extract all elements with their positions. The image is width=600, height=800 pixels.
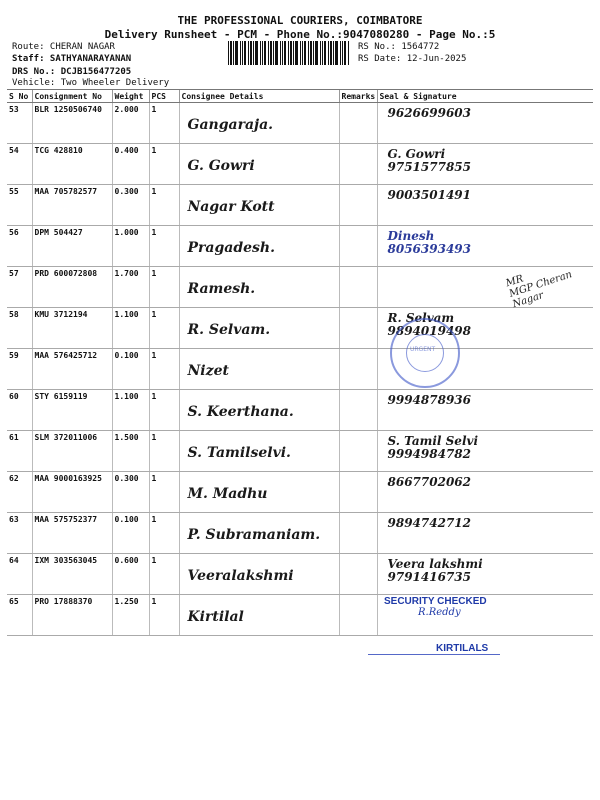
kirtilals-stamp: KIRTILALS [436, 643, 489, 654]
row-sno: 55 [7, 185, 32, 226]
handwritten-signature: R. Selvam 9894019498 [387, 311, 471, 338]
row-weight: 1.250 [112, 595, 149, 636]
row-sno: 61 [7, 431, 32, 472]
row-remarks [339, 308, 377, 349]
handwritten-signature: G. Gowri 9751577855 [387, 147, 471, 174]
barcode-bar [268, 41, 269, 65]
row-pcs: 1 [149, 185, 179, 226]
barcode-bar [235, 41, 238, 65]
row-pcs: 1 [149, 103, 179, 144]
row-consignee [179, 595, 339, 636]
row-weight: 0.600 [112, 554, 149, 595]
handwritten-consignee: Kirtilal [187, 609, 244, 625]
row-sno: 57 [7, 267, 32, 308]
handwritten-consignee: G. Gowri [187, 158, 255, 174]
row-consignment-no: PRO 17888370 [32, 595, 112, 636]
row-weight: 1.000 [112, 226, 149, 267]
row-weight: 0.300 [112, 185, 149, 226]
table-row [7, 144, 593, 185]
table-row [7, 472, 593, 513]
row-consignee [179, 472, 339, 513]
row-weight: 1.700 [112, 267, 149, 308]
row-remarks [339, 595, 377, 636]
barcode-bar [293, 41, 294, 65]
barcode-bar [284, 41, 286, 65]
handwritten-consignee: Veeralakshmi [187, 568, 294, 584]
row-signature [377, 513, 593, 554]
security-checked-stamp: SECURITY CHECKED [384, 596, 487, 607]
row-pcs: 1 [149, 554, 179, 595]
barcode-bar [273, 41, 274, 65]
row-consignment-no: MAA 576425712 [32, 349, 112, 390]
row-sno: 64 [7, 554, 32, 595]
row-pcs: 1 [149, 390, 179, 431]
table-row [7, 308, 593, 349]
row-pcs: 1 [149, 144, 179, 185]
row-signature [377, 103, 593, 144]
row-remarks [339, 390, 377, 431]
barcode-bar [313, 41, 314, 65]
handwritten-signature: 9003501491 [387, 188, 471, 202]
barcode-bar [248, 41, 249, 65]
row-pcs: 1 [149, 513, 179, 554]
col-signature-header: Seal & Signature [377, 90, 593, 103]
row-weight: 0.300 [112, 472, 149, 513]
row-consignee [179, 513, 339, 554]
row-signature [377, 390, 593, 431]
row-consignment-no: PRD 600072808 [32, 267, 112, 308]
row-pcs: 1 [149, 349, 179, 390]
rs-number: RS No.: 1564772 [358, 42, 440, 52]
handwritten-consignee: S. Tamilselvi. [187, 445, 291, 461]
row-consignee [179, 390, 339, 431]
barcode-graphic [228, 41, 352, 65]
handwritten-signature: 8667702062 [387, 475, 471, 489]
table-row [7, 513, 593, 554]
vehicle-label: Vehicle: Two Wheeler Delivery [12, 78, 170, 88]
stamp-inner-ring [406, 334, 444, 372]
row-remarks [339, 513, 377, 554]
handwritten-consignee: Pragadesh. [187, 240, 275, 256]
barcode-bar [253, 41, 254, 65]
handwritten-consignee: Ramesh. [187, 281, 256, 297]
row-sno: 54 [7, 144, 32, 185]
barcode-bar [304, 41, 306, 65]
row-consignment-no: STY 6159119 [32, 390, 112, 431]
row-consignment-no: KMU 3712194 [32, 308, 112, 349]
barcode-bar [233, 41, 234, 65]
col-consignee-header: Consignee Details [179, 90, 339, 103]
barcode-bar [244, 41, 246, 65]
row-sno: 59 [7, 349, 32, 390]
row-pcs: 1 [149, 308, 179, 349]
row-consignee [179, 267, 339, 308]
barcode-bar [333, 41, 334, 65]
barcode-bar [282, 41, 283, 65]
row-weight: 1.100 [112, 308, 149, 349]
barcode-bar [288, 41, 289, 65]
row-remarks [339, 431, 377, 472]
handwritten-signature: S. Tamil Selvi 9994984782 [387, 434, 479, 461]
barcode-bar [260, 41, 261, 65]
handwritten-signature: 9894742712 [387, 516, 471, 530]
row-weight: 1.100 [112, 390, 149, 431]
table-row [7, 349, 593, 390]
row-consignment-no: TCG 428810 [32, 144, 112, 185]
row-weight: 1.500 [112, 431, 149, 472]
row-remarks [339, 226, 377, 267]
row-sno: 56 [7, 226, 32, 267]
col-remarks-header: Remarks [339, 90, 377, 103]
table-row [7, 226, 593, 267]
row-signature [377, 472, 593, 513]
runsheet-table [7, 89, 593, 636]
stamp-text: URGENT [410, 346, 436, 353]
row-consignee [179, 349, 339, 390]
security-signature: R.Reddy [418, 607, 461, 618]
row-consignee [179, 226, 339, 267]
row-sno: 63 [7, 513, 32, 554]
row-consignment-no: IXM 303563045 [32, 554, 112, 595]
table-row [7, 595, 593, 636]
handwritten-signature: Veera lakshmi 9791416735 [387, 557, 483, 584]
barcode-bar [302, 41, 303, 65]
col-pcs-header: PCS [149, 90, 179, 103]
barcode-bar [250, 41, 252, 65]
table-row [7, 267, 593, 308]
row-consignment-no: BLR 1250506740 [32, 103, 112, 144]
row-consignment-no: SLM 372011006 [32, 431, 112, 472]
row-pcs: 1 [149, 267, 179, 308]
rs-date: RS Date: 12-Jun-2025 [358, 54, 467, 64]
handwritten-consignee: Gangaraja. [187, 117, 274, 133]
row-consignment-no: MAA 705782577 [32, 185, 112, 226]
handwritten-consignee: P. Subramaniam. [187, 527, 321, 543]
row-consignee [179, 144, 339, 185]
row-weight: 2.000 [112, 103, 149, 144]
row-weight: 0.100 [112, 513, 149, 554]
barcode-bar [348, 41, 349, 65]
handwritten-consignee: S. Keerthana. [187, 404, 294, 420]
barcode-bar [242, 41, 243, 65]
row-consignment-no: MAA 575752377 [32, 513, 112, 554]
row-weight: 0.400 [112, 144, 149, 185]
table-row [7, 390, 593, 431]
row-consignee [179, 185, 339, 226]
barcode-bar [240, 41, 241, 65]
handwritten-signature: Dinesh 8056393493 [387, 229, 471, 256]
barcode-bar [335, 41, 338, 65]
table-row [7, 185, 593, 226]
row-pcs: 1 [149, 226, 179, 267]
row-sno: 58 [7, 308, 32, 349]
row-weight: 0.100 [112, 349, 149, 390]
barcode-bar [328, 41, 329, 65]
row-remarks [339, 349, 377, 390]
row-sno: 65 [7, 595, 32, 636]
row-remarks [339, 103, 377, 144]
drs-label: DRS No.: DCJB156477205 [12, 67, 132, 77]
barcode-bar [230, 41, 232, 65]
barcode-bar [300, 41, 301, 65]
barcode-bar [295, 41, 298, 65]
row-signature [377, 185, 593, 226]
col-consignment-header: Consignment No [32, 90, 112, 103]
row-remarks [339, 185, 377, 226]
row-signature [377, 554, 593, 595]
row-remarks [339, 472, 377, 513]
row-remarks [339, 144, 377, 185]
barcode-bar [315, 41, 318, 65]
handwritten-consignee: Nizet [187, 363, 229, 379]
handwritten-consignee: R. Selvam. [187, 322, 271, 338]
col-sno-header: S No [7, 90, 32, 103]
row-pcs: 1 [149, 472, 179, 513]
barcode-bar [322, 41, 323, 65]
row-consignee [179, 308, 339, 349]
staff-label: Staff: SATHYANARAYANAN [12, 54, 132, 64]
barcode-bar [280, 41, 281, 65]
table-row [7, 431, 593, 472]
barcode-bar [330, 41, 332, 65]
row-consignee [179, 103, 339, 144]
row-signature [377, 431, 593, 472]
company-title: THE PROFESSIONAL COURIERS, COIMBATORE [177, 14, 423, 27]
barcode-bar [262, 41, 263, 65]
barcode-bar [275, 41, 278, 65]
handwritten-consignee: M. Madhu [187, 486, 268, 502]
round-stamp [390, 318, 460, 388]
row-consignment-no: MAA 9000163925 [32, 472, 112, 513]
row-consignee [179, 431, 339, 472]
barcode-bar [264, 41, 266, 65]
route-label: Route: CHERAN NAGAR [12, 42, 115, 52]
handwritten-signature: 9994878936 [387, 393, 471, 407]
barcode-bar [310, 41, 312, 65]
row-sno: 62 [7, 472, 32, 513]
handwritten-signature: 9626699603 [387, 106, 471, 120]
table-header-row [7, 90, 593, 103]
handwritten-mr-note: MR MGP Cheran Nagar [504, 269, 574, 311]
table-row [7, 554, 593, 595]
barcode-bar [270, 41, 272, 65]
barcode-bar [308, 41, 309, 65]
row-remarks [339, 267, 377, 308]
table-row [7, 103, 593, 144]
barcode-bar [255, 41, 258, 65]
runsheet-subtitle: Delivery Runsheet - PCM - Phone No.:9047080280 - Page No.:5 [104, 28, 496, 41]
stamp-underline [368, 654, 500, 655]
row-consignment-no: DPM 504427 [32, 226, 112, 267]
row-sno: 60 [7, 390, 32, 431]
barcode-bar [320, 41, 321, 65]
row-sno: 53 [7, 103, 32, 144]
row-consignee [179, 554, 339, 595]
barcode-bar [344, 41, 346, 65]
row-pcs: 1 [149, 595, 179, 636]
barcode-bar [340, 41, 341, 65]
col-weight-header: Weight [112, 90, 149, 103]
barcode-bar [324, 41, 326, 65]
row-signature [377, 144, 593, 185]
barcode-bar [290, 41, 292, 65]
row-pcs: 1 [149, 431, 179, 472]
barcode-bar [228, 41, 229, 65]
handwritten-consignee: Nagar Kott [187, 199, 275, 215]
row-remarks [339, 554, 377, 595]
barcode-bar [342, 41, 343, 65]
